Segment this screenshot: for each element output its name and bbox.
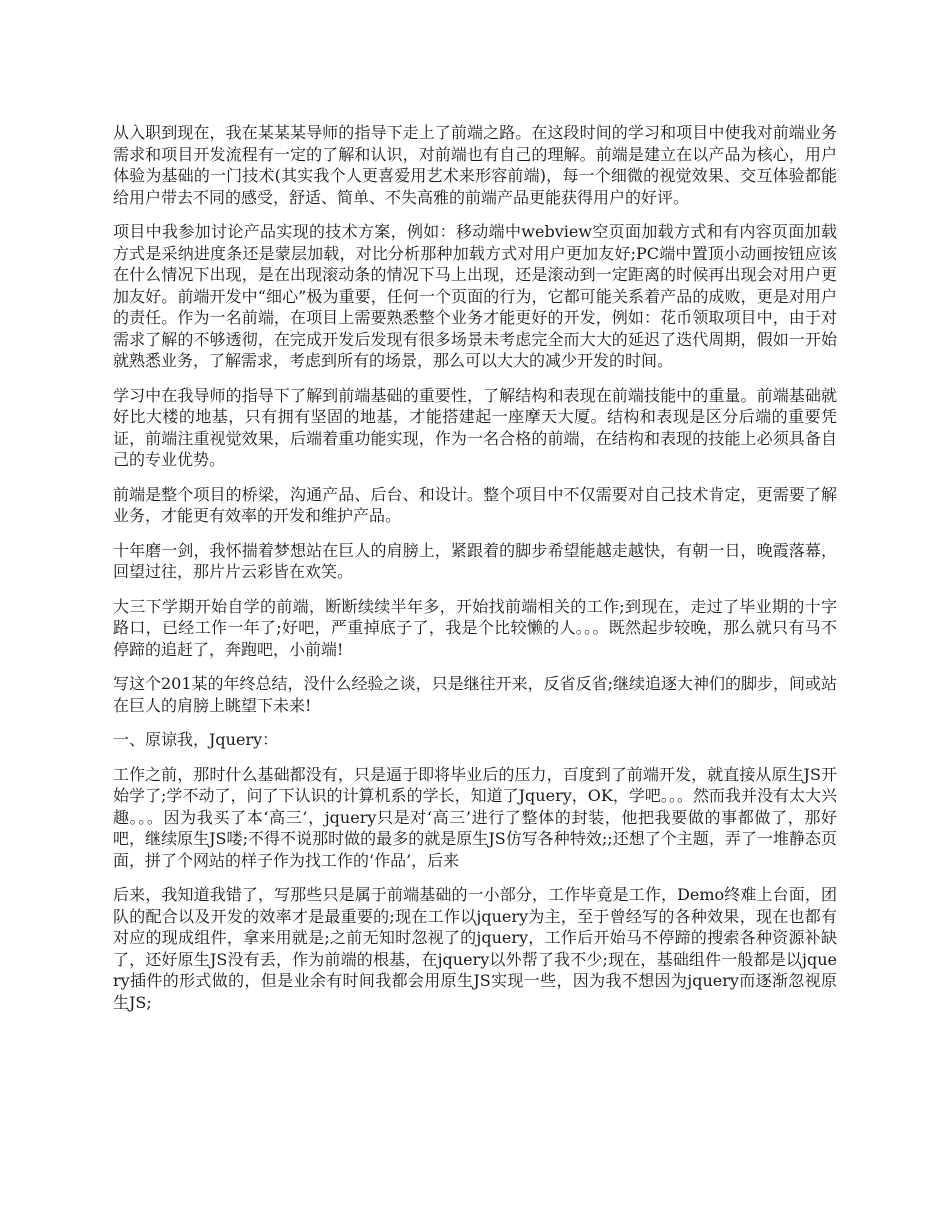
paragraph-intro: 从入职到现在，我在某某某导师的指导下走上了前端之路。在这段时间的学习和项目中使我对前端业务需求和项目开发流程有一定的了解和认识，对前端也有自己的理解。前端是建立在以产品为核心，用户体验为基础的一门技术(其实我个人更喜爱用艺术来形容前端)，每一个细微的视觉效果、交互体验都能给用户带去不同的感受，舒适、简单、不失高雅的前端产品更能获得用户的好评。 (113, 123, 837, 207)
paragraph-learning-basics: 学习中在我导师的指导下了解到前端基础的重要性，了解结构和表现在前端技能中的重量。前端基础就好比大楼的地基，只有拥有坚固的地基，才能搭建起一座摩天大厦。结构和表现是区分后端的重要凭证，前端注重视觉效果，后端着重功能实现，作为一名合格的前端，在结构和表现的技能上必须具备自己的专业优势。 (113, 385, 837, 469)
paragraph-afterwards: 后来，我知道我错了，写那些只是属于前端基础的一小部分，工作毕竟是工作，Demo终难上台面，团队的配合以及开发的效率才是最重要的;现在工作以jquery为主，至于曾经写的各种效果，现在也都有对应的现成组件，拿来用就是;之前无知时忽视了的jquery，工作后开始马不停蹄的搜索各种资源补缺了，还好原生JS没有丢，作为前端的根基，在jquery以外帮了我不少;现在，基础组件一般都是以jquery插件的形式做的，但是业余有时间我都会用原生JS实现一些，因为我不想因为jquery而逐渐忽视原生JS; (113, 885, 837, 1012)
section-heading-jquery: 一、原谅我，Jquery： (113, 730, 279, 749)
document-page (113, 122, 837, 1026)
paragraph-bridge: 前端是整个项目的桥梁，沟通产品、后台、和设计。整个项目中不仅需要对自己技术肯定，更需要了解业务，才能更有效率的开发和维护产品。 (113, 484, 837, 525)
paragraph-project-discussion: 项目中我参加讨论产品实现的技术方案，例如：移动端中webview空页面加载方式和有内容页面加载方式是采纳进度条还是蒙层加载，对比分析那种加载方式对用户更加友好;PC端中置顶小动画按钮应该在什么情况下出现，是在出现滚动条的情况下马上出现，还是滚动到一定距离的时候再出现会对用户更加友好。前端开发中“细心”极为重要，任何一个页面的行为，它都可能关系着产品的成败，更是对用户的责任。作为一名前端，在项目上需要熟悉整个业务才能更好的开发，例如：花币领取项目中，由于对需求了解的不够透彻，在完成开发后发现有很多场景未考虑完全而大大的延迟了迭代周期，假如一开始就熟悉业务，了解需求，考虑到所有的场景，那么可以大大的减少开发的时间。 (113, 222, 837, 370)
paragraph-before-work: 工作之前，那时什么基础都没有，只是逼于即将毕业后的压力，百度到了前端开发，就直接从原生JS开始学了;学不动了，问了下认识的计算机系的学长，知道了Jquery，OK，学吧。。。然而我并没有太大兴趣。。。因为我买了本‘高三’，jquery只是对‘高三’进行了整体的封装，他把我要做的事都做了，那好吧，继续原生JS喽;不得不说那时做的最多的就是原生JS仿写各种特效;;还想了个主题，弄了一堆静态页面，拼了个网站的样子作为找工作的‘作品’，后来 (113, 764, 837, 870)
paragraph-ten-years: 十年磨一剑，我怀揣着梦想站在巨人的肩膀上，紧跟着的脚步希望能越走越快，有朝一日，晚霞落幕，回望过往，那片片云彩皆在欢笑。 (113, 540, 837, 581)
paragraph-year-summary: 写这个201某的年终总结，没什么经验之谈，只是继往开来，反省反省;继续追逐大神们的脚步，间或站在巨人的肩膀上眺望下未来! (113, 674, 837, 715)
paragraph-self-study: 大三下学期开始自学的前端，断断续续半年多，开始找前端相关的工作;到现在，走过了毕业期的十字路口，已经工作一年了;好吧，严重掉底子了，我是个比较懒的人。。。既然起步较晚，那么就只有马不停蹄的追赶了，奔跑吧，小前端! (113, 596, 837, 659)
